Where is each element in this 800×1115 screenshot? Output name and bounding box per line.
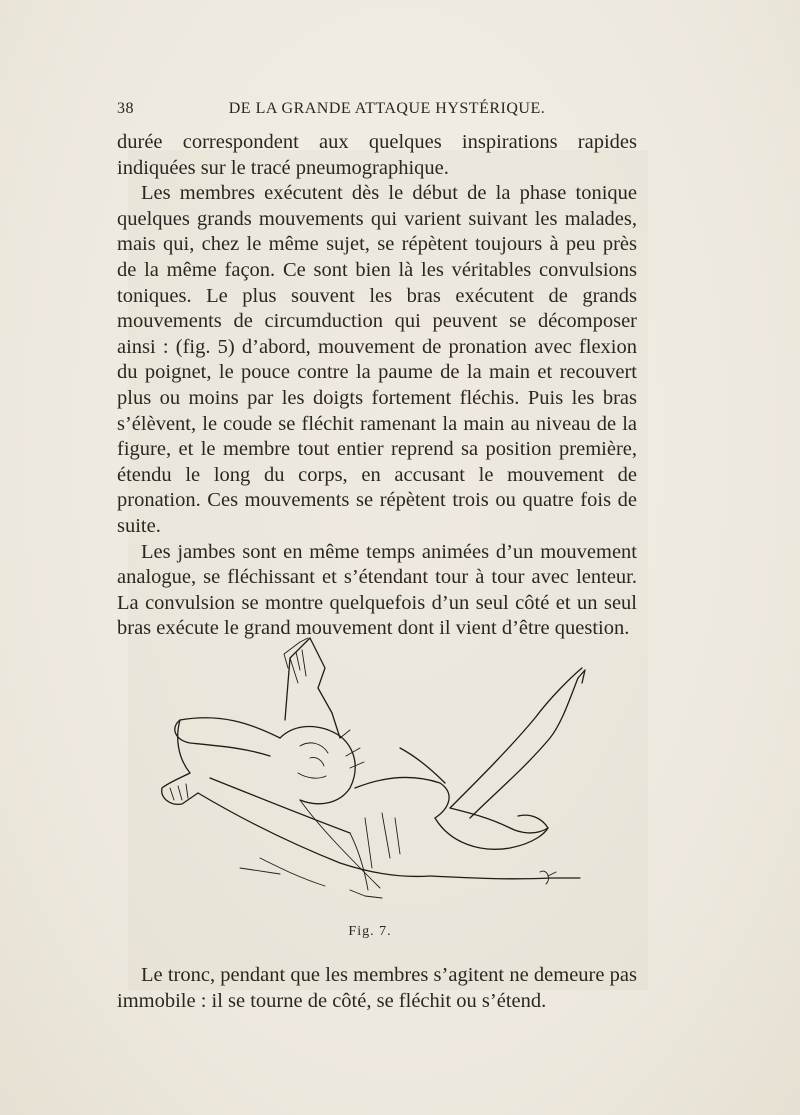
page-header <box>117 100 633 124</box>
closing-text <box>117 962 637 1014</box>
paragraph-trunk: Le tronc, pendant que les membres s’agitent ne demeure pas immobile : il se tourne de côté, se fléchit ou s’étend. <box>117 964 637 1012</box>
paragraph-limbs: Les membres exécutent dès le début de la phase tonique quelques grands mouvements qui varient suivant les malades, mais qui, chez le même sujet, se répètent toujours à peu près de la même façon. Ce sont bien là les véritables convulsions toniques. Le plus souvent les bras exécutent de grands mouvements de circumduction qui peuvent se décomposer ainsi : (fig. 5) d’abord, mouvement de pronation avec flexion du poignet, le pouce contre la paume de la main et recouvert plus ou moins par les doigts fortement fléchis. Puis les bras s’élèvent, le coude se fléchit ramenant la main au niveau de la figure, et le membre tout entier reprend sa position première, étendu le long du corps, en accusant le mouvement de pronation. Ces mouvements se répètent trois ou quatre fois de suite. <box>117 182 637 537</box>
paragraph-legs: Les jambes sont en même temps animées d’un mouvement analogue, se fléchissant et s’étendant tour à tour avec lenteur. La convulsion se montre quelquefois d’un seul côté et un seul bras exécute le grand mouvement dont il vient d’être question. <box>117 540 637 640</box>
running-title: DE LA GRANDE ATTAQUE HYSTÉRIQUE. <box>228 100 546 117</box>
body-text <box>117 130 637 642</box>
paragraph-continued: durée correspondent aux quelques inspirations rapides indiquées sur le tracé pneumographique. <box>117 131 637 179</box>
figure-illustration <box>150 628 590 939</box>
hysteria-convulsion-illustration-icon <box>150 628 590 918</box>
figure-caption: Fig. 7. <box>348 924 392 939</box>
page-number: 38 <box>117 100 134 117</box>
